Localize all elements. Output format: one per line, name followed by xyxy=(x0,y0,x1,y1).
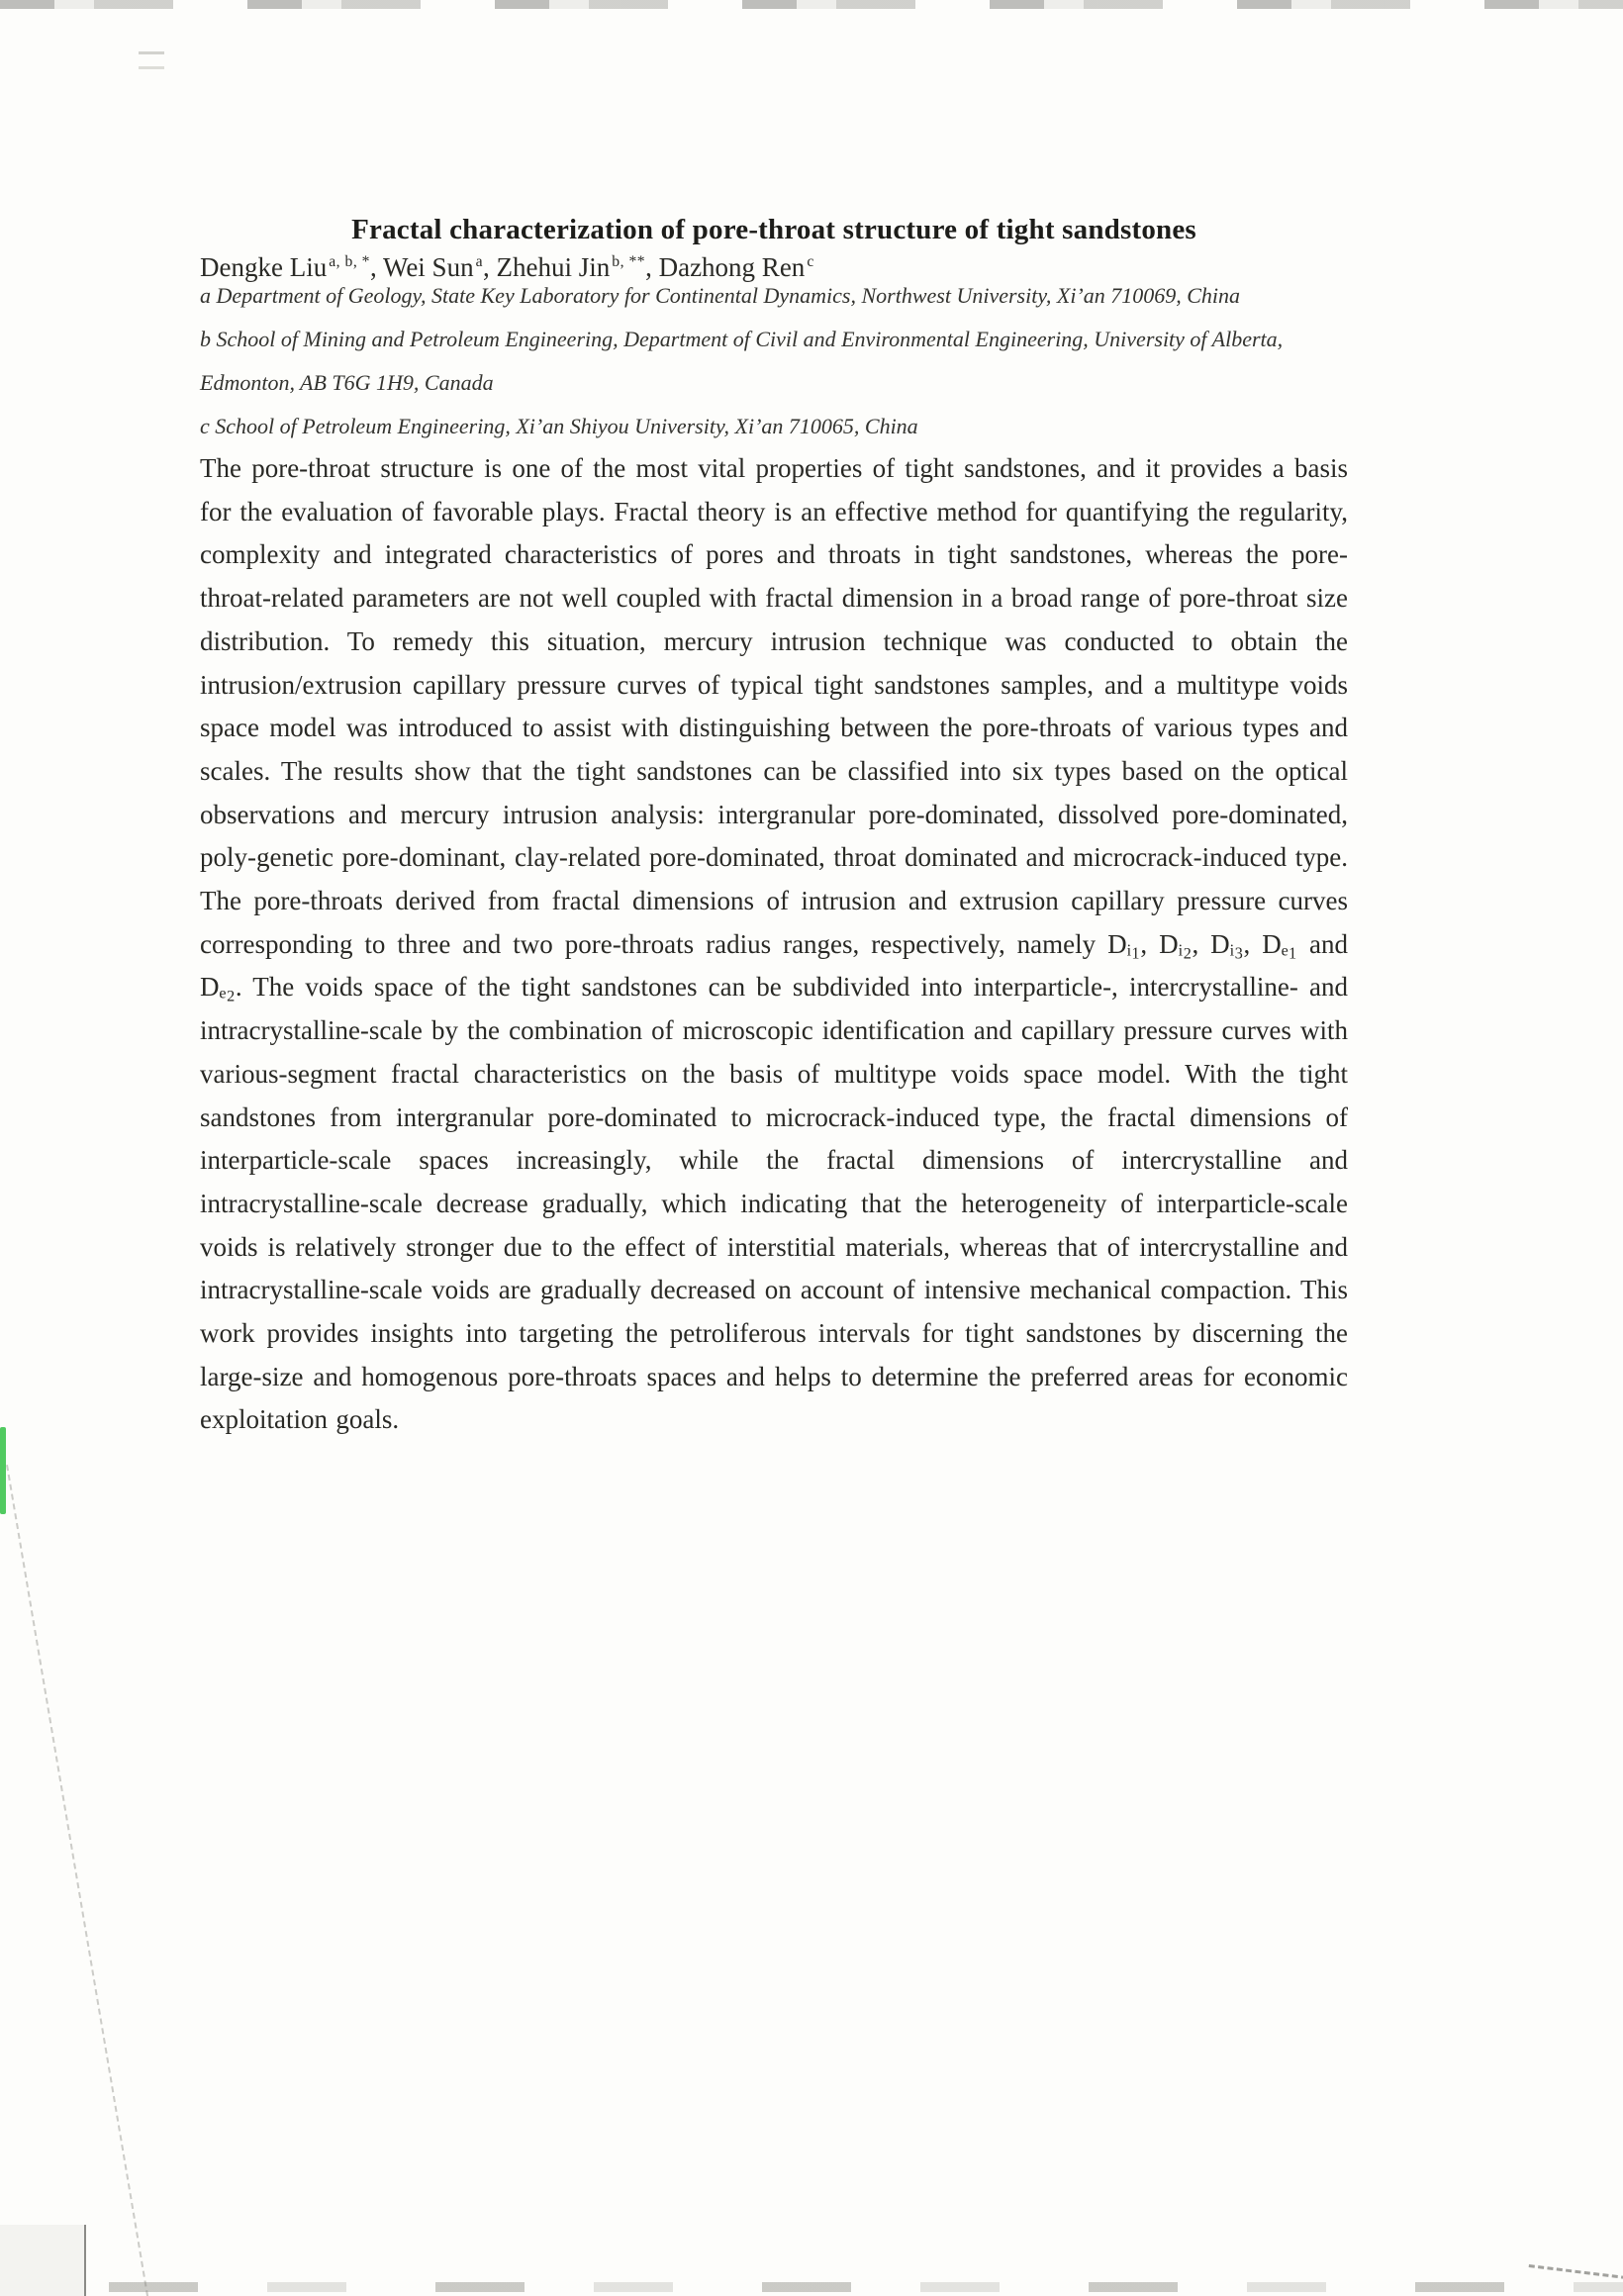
authors-line: Dengke Liu $^{a, b, *}$, Wei Sun $^a$, Zhehui Jin $^{b, **}$, Dazhong Ren $^c$ xyxy=(200,252,814,282)
author-affiliation-mark: c xyxy=(807,253,814,270)
author-affiliation-mark: a xyxy=(475,253,484,270)
scan-artifact-bottom-edge xyxy=(109,2282,1623,2292)
author-name: Zhehui Jin xyxy=(496,252,611,282)
author-affiliation-mark: a, b, * xyxy=(329,253,370,270)
author-name: Dengke Liu xyxy=(200,252,328,282)
author-affiliation-mark: b, ** xyxy=(612,253,646,270)
affiliation-line: a Department of Geology, State Key Laboratory for Continental Dynamics, Northwest University, Xi’an 710069, China xyxy=(200,283,1241,308)
scan-artifact-top-edge xyxy=(0,0,1623,9)
scan-artifact-smudge xyxy=(139,51,164,69)
author-name: Dazhong Ren xyxy=(658,252,806,282)
paper-title: Fractal characterization of pore-throat structure of tight sandstones xyxy=(351,214,1196,246)
affiliation-line: b School of Mining and Petroleum Engineering, Department of Civil and Environmental Engineering, University of Alberta, Edmonton, AB T6G 1H9, Canada xyxy=(200,327,1284,395)
scan-artifact-bottom-right-diagonal xyxy=(1529,2264,1623,2279)
author-name: Wei Sun xyxy=(383,252,474,282)
abstract-paragraph: The pore-throat structure is one of the most vital properties of tight sandstones, and it provides a basis for the evaluation of favorable plays. Fractal theory is an effective method for quantifying the regularity, complexity and integrated characteristics of pores and throats in tight sandstones, whereas the pore-throat-related parameters are not well coupled with fractal dimension in a broad range of pore-throat size distribution. To remedy this situation, mercury intrusion technique was conducted to obtain the intrusion/extrusion capillary pressure curves of typical tight sandstones samples, and a multitype voids space model was introduced to assist with distinguishing between the pore-throats of various types and scales. The results show that the tight sandstones can be classified into six types based on the optical observations and mercury intrusion analysis: intergranular pore-dominated, dissolved pore-dominated, poly-genetic pore-dominant, clay-related pore-dominated, throat dominated and microcrack-induced type. The pore-throats derived from fractal dimensions of intrusion and extrusion capillary pressure curves corresponding to three and two pore-throats radius ranges, respectively, namely Dᵢ₁, Dᵢ₂, Dᵢ₃, Dₑ₁ and Dₑ₂. The voids space of the tight sandstones can be subdivided into interparticle-, intercrystalline- and intracrystalline-scale by the combination of microscopic identification and capillary pressure curves with various-segment fractal characteristics on the basis of multitype voids space model. With the tight sandstones from intergranular pore-dominated to microcrack-induced type, the fractal dimensions of interparticle-scale spaces increasingly, while the fractal dimensions of intercrystalline and intracrystalline-scale decrease gradually, which indicating that the heterogeneity of interparticle-scale voids is relatively stronger due to the effect of interstitial materials, whereas that of intercrystalline and intracrystalline-scale voids are gradually decreased on account of intensive mechanical compaction. This work provides insights into targeting the petroliferous intervals for tight sandstones by discerning the large-size and homogenous pore-throats spaces and helps to determine the preferred areas for economic exploitation goals. xyxy=(200,453,1348,1435)
affiliation-line: c School of Petroleum Engineering, Xi’an Shiyou University, Xi’an 710065, China xyxy=(200,414,918,438)
scan-artifact-green-sliver xyxy=(0,1427,6,1514)
scan-artifact-bottom-left-line xyxy=(84,2225,86,2296)
scan-artifact-fold-line xyxy=(6,1465,148,2296)
affiliations xyxy=(200,274,1348,448)
scan-artifact-bottom-left-block xyxy=(0,2225,84,2296)
